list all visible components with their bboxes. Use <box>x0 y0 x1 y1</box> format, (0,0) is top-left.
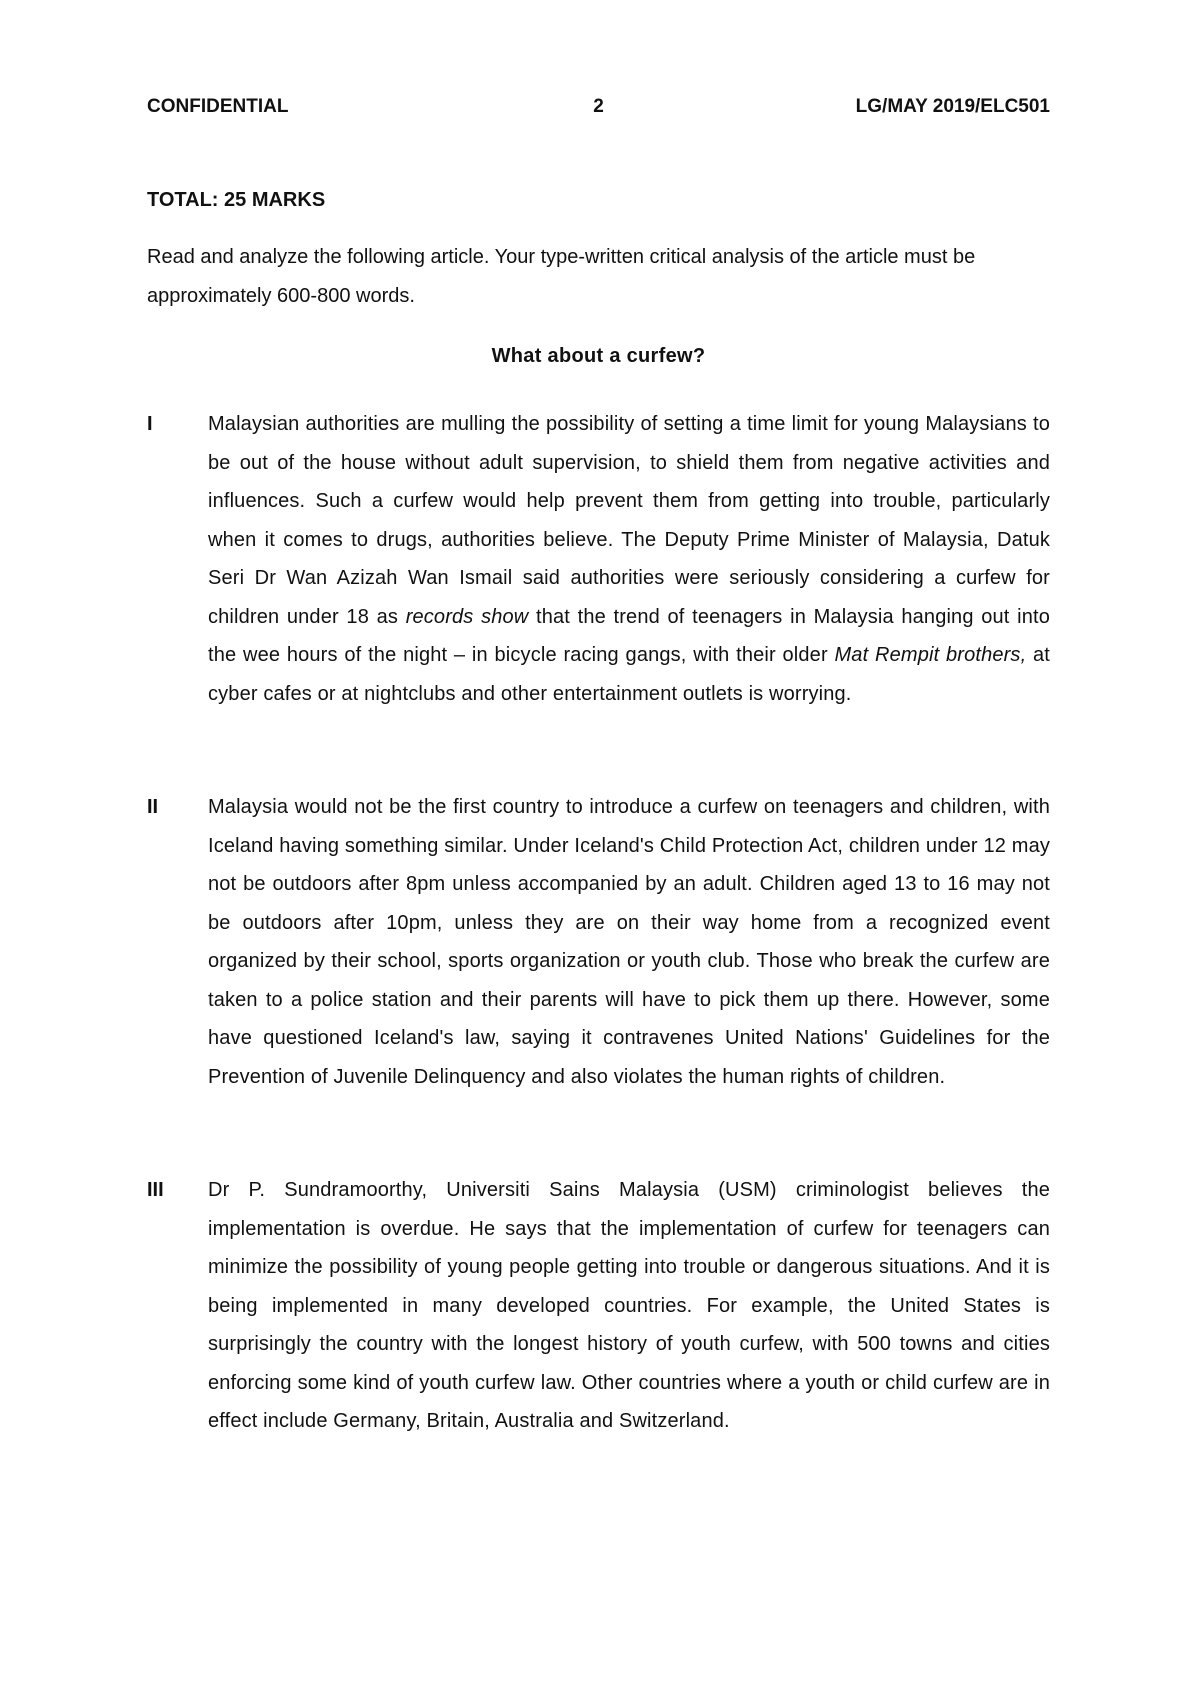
text-segment: Malaysia would not be the first country to introduce a curfew on teenagers and children, with Iceland having something similar. Under Iceland's Child Protection Act, children under 12 may not be outdoors after 8pm unless accompanied by an adult. Children aged 13 to 16 may not be outdoors after 10pm, unless they are on their way home from a recognized event organized by their school, sports organization or youth club. Those who break the curfew are taken to a police station and their parents will have to pick them up there. However, some have questioned Iceland's law, saying it contravenes United Nations' Guidelines for the Prevention of Juvenile Delinquency and also violates the human rights of children. <box>208 796 1050 1088</box>
page-number: 2 <box>593 96 604 117</box>
paragraph-numeral: II <box>147 796 159 818</box>
paragraph-text <box>208 788 1050 1096</box>
italic-text-segment: Mat Rempit brothers, <box>834 644 1027 666</box>
article-paragraph <box>147 1171 1050 1441</box>
article-paragraph <box>147 788 1050 1096</box>
text-segment: at cyber cafes or at nightclubs and other entertainment outlets is worrying. <box>208 644 1051 705</box>
paragraph-numeral: III <box>147 1179 164 1201</box>
paragraph-text <box>208 1171 1050 1441</box>
confidential-label: CONFIDENTIAL <box>147 96 289 117</box>
article-paragraph <box>147 405 1050 713</box>
article-title: What about a curfew? <box>491 345 706 367</box>
paragraph-text <box>208 405 1050 713</box>
italic-text-segment: records show <box>405 605 529 628</box>
document-code: LG/MAY 2019/ELC501 <box>855 96 1050 117</box>
total-marks: TOTAL: 25 MARKS <box>147 189 326 211</box>
paragraph-numeral: I <box>147 413 153 435</box>
text-segment: that the trend of teenagers in Malaysia hanging out into the wee hours of the night – in bicycle racing gangs, with their older <box>208 605 1050 666</box>
text-segment: Dr P. Sundramoorthy, Universiti Sains Malaysia (USM) criminologist believes the implementation is overdue. He says that the implementation of curfew for teenagers can minimize the possibility of young people getting into trouble or dangerous situations. And it is being implemented in many developed countries. For example, the United States is surprisingly the country with the longest history of youth curfew, with 500 towns and cities enforcing some kind of youth curfew law. Other countries where a youth or child curfew are in effect include Germany, Britain, Australia and Switzerland. <box>208 1179 1050 1432</box>
text-segment: Malaysian authorities are mulling the possibility of setting a time limit for young Malaysians to be out of the house without adult supervision, to shield them from negative activities and influences. Such a curfew would help prevent them from getting into trouble, particularly when it comes to drugs, authorities believe. The Deputy Prime Minister of Malaysia, Datuk Seri Dr Wan Azizah Wan Ismail said authorities were seriously considering a curfew for children under 18 as <box>208 413 1050 628</box>
page-header <box>147 96 1050 120</box>
instructions: Read and analyze the following article. Your type-written critical analysis of the article must be approximately 600-800 words. <box>147 246 976 307</box>
